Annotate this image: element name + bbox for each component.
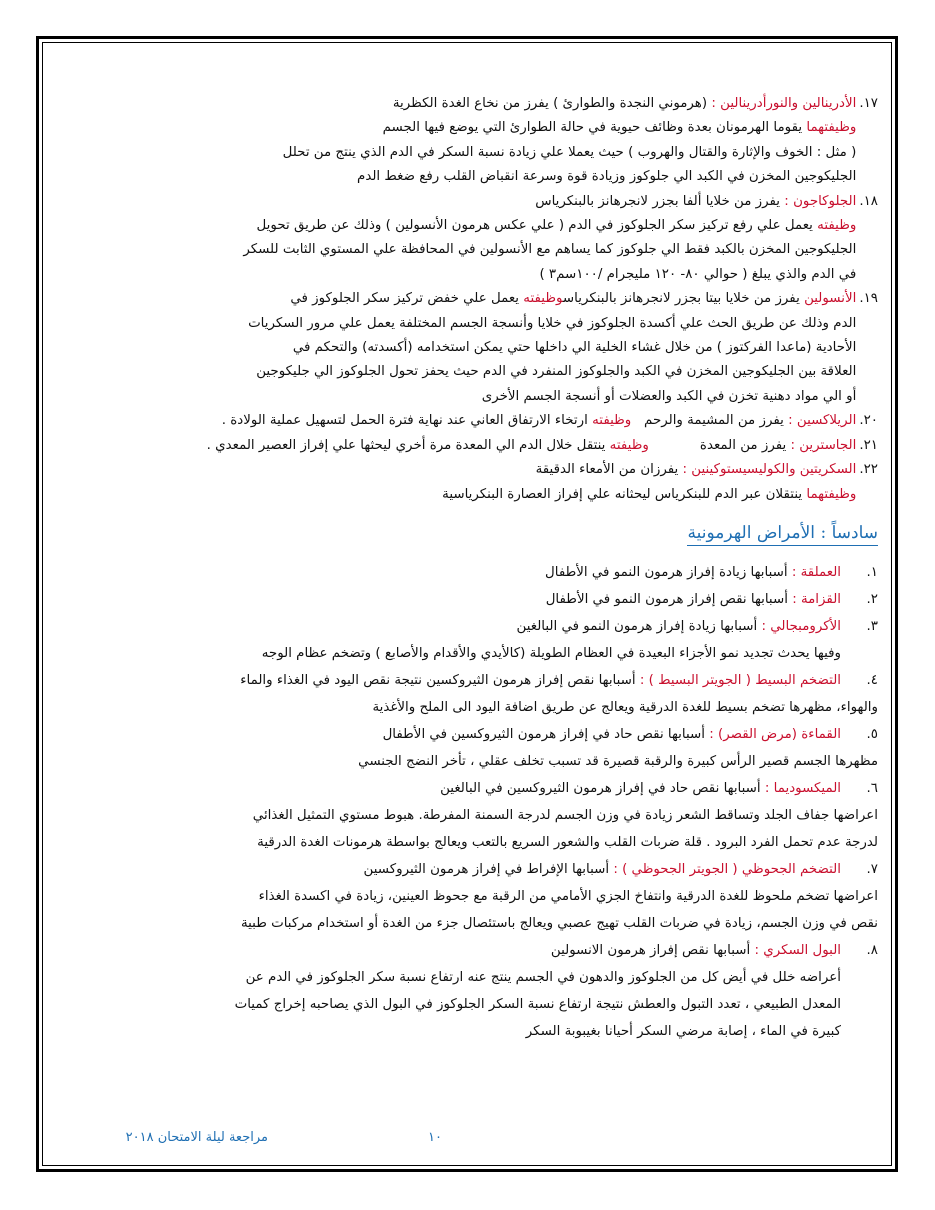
function-text: ( مثل : الخوف والإثارة والقتال والهروب ) حيث يعملا علي زيادة نسبة السكر في الدم الذي ينتج من تحلل [282,144,857,160]
function-label: وظيفته [817,218,857,234]
disease-name: العملقة : [791,565,841,581]
function-text: في الدم والذي يبلغ ( حوالي ٨٠- ١٢٠ مليجرام /١٠٠سم٣ ) [539,266,857,282]
hormone-name: الجاسترين : [790,437,857,453]
hormone-name: الجلوكاجون : [784,193,857,209]
function-label: وظيفته [592,413,632,429]
hormone-name: الأنسولين [804,291,857,307]
disease-item-8-detail [60,964,878,1045]
disease-item-7 [60,856,878,883]
disease-item-5-detail [60,748,878,775]
hormone-source: يفرز من المعدة [699,437,787,453]
hormone-source: يفرز من المشيمة والرحم [644,413,784,429]
footer-title: مراجعة ليلة الامتحان ٢٠١٨ [125,1130,268,1145]
diseases-list [60,559,878,1045]
disease-item-5 [60,721,878,748]
function-text: يعمل علي رفع تركيز سكر الجلوكوز في الدم ( علي عكس هرمون الأنسولين ) وذلك عن طريق تحويل [256,218,813,234]
function-text: ينتقل خلال الدم الي المعدة مرة أخري ليحثها علي إفراز العصير المعدي . [206,437,606,453]
item-number: ١. [866,565,878,581]
disease-item-3-detail [60,640,878,667]
function-text: الجليكوجين المخزن بالكبد فقط الي جلوكوز كما يساهم مع الأنسولين في المحافظة علي المستوي الثابت للسكر [243,242,857,258]
page-number: ١٠ [428,1130,442,1145]
disease-detail: مظهرها الجسم قصير الرأس كبيرة والرقبة قصيرة قد تسبب تخلف عقلي ، تأخر النضج الجنسي [358,754,878,770]
disease-name: البول السكري : [754,943,841,959]
hormone-source: (هرموني النجدة والطوارئ ) يفرز من نخاع الغدة الكظرية [392,96,708,111]
disease-detail: أعراضه خلل في أيض كل من الجلوكوز والدهون في الجسم ينتج عنه ارتفاع نسبة سكر الجلوكوز في الدم عن [245,970,841,986]
disease-cause: أسبابها نقص حاد في إفراز هرمون الثيروكسين في البالغين [440,781,761,797]
disease-cause: أسبابها الإفراط في إفراز هرمون الثيروكسين [363,862,610,878]
hormone-item-19 [60,287,878,409]
disease-detail: المعدل الطبيعي ، تعدد التبول والعطش نتيجة ارتفاع نسبة السكر الجلوكوز في البول الذي يصاحبه إخراج كميات [234,997,841,1013]
disease-name: الميكسوديما : [764,781,841,797]
hormone-source: يفرز من خلايا ألفا بجزر لانجرهانز بالبنكرياس [535,193,781,209]
section-heading-text: سادساً : الأمراض الهرمونية [687,523,878,546]
disease-detail: والهواء، مظهرها تضخم بسيط للغدة الدرقية ويعالج عن طريق اضافة اليود الى الملح والأغذية [372,700,878,716]
disease-name: الأكرومبجالي : [761,619,841,635]
item-number: ٦. [866,781,878,797]
hormone-item-18 [60,190,878,288]
disease-item-4 [60,667,878,694]
disease-detail: كبيرة في الماء ، إصابة مرضي السكر أحيانا بغيبوبة السكر [525,1024,841,1040]
disease-name: التضخم البسيط ( الجويتر البسيط ) : [639,673,841,689]
hormone-name: الريلاكسين : [788,413,857,429]
disease-name: التضخم الجحوظي ( الجويتر الجحوظي ) : [613,862,841,878]
hormone-item-17 [60,92,878,190]
disease-cause: أسبابها نقص إفراز هرمون الثيروكسين نتيجة نقص اليود في الغذاء والماء [240,673,636,689]
hormone-item-22 [60,458,878,507]
disease-detail: اعراضها جفاف الجلد وتساقط الشعر زيادة في وزن الجسم لدرجة السمنة المفرطة. هبوط مستوي التمثيل الغذائي [252,808,878,824]
section-heading [60,521,878,547]
item-number: ٥. [866,727,878,743]
function-label: وظيفته [609,437,649,453]
disease-item-8 [60,937,878,964]
disease-cause: أسبابها زيادة إفراز هرمون النمو في الأطفال [545,565,788,581]
item-number: ١٨. [859,193,878,209]
item-number: ٧. [866,862,878,878]
disease-item-3 [60,613,878,640]
disease-item-6 [60,775,878,802]
disease-item-2 [60,586,878,613]
disease-cause: أسبابها نقص حاد في إفراز هرمون الثيروكسين في الأطفال [382,727,705,743]
function-label: وظيفتهما [806,120,857,136]
disease-item-4-detail [60,694,878,721]
disease-detail: اعراضها تضخم ملحوظ للغدة الدرقية وانتفاخ الجزي الأمامي من الرقبة مع جحوظ العينين، زيادة في اكسدة الغذاء [258,889,878,905]
hormone-name: السكريتين والكوليسيستوكينين : [682,462,857,478]
function-text: الدم وذلك عن طريق الحث علي أكسدة الجلوكوز في خلايا وأنسجة الجسم المختلفة يعمل علي مرور السكريات [248,315,857,331]
item-number: ٢١. [859,437,878,453]
function-text: العلاقة بين الجليكوجين المخزن في الكبد والجلوكوز المنفرد في الدم حيث يحفز تحول الجلوكوز الي جليكوجين [256,364,857,380]
page-content [60,92,878,1045]
function-text: الأحادية (ماعدا الفركتوز ) من خلال غشاء الخلية الي داخلها حتي يمكن استخدامه (أكسدته) والتحكم في [292,340,857,356]
disease-name: القماءة (مرض القصر) : [709,727,841,743]
function-text: أو الي مواد دهنية تخزن في الكبد والعضلات أو أنسجة الجسم الأخرى [481,388,857,404]
hormone-name: الأدرينالين والنورأدرينالين : [711,96,857,111]
function-label: وظيفتهما [806,486,857,502]
disease-item-7-detail [60,883,878,937]
item-number: ٤. [866,673,878,689]
disease-name: القزامة : [792,592,841,608]
disease-detail: نقص في وزن الجسم، زيادة في ضربات القلب تهيج عصبي ويعالج باستئصال جزء من الغدة أو استخدام مركبات طبية [240,916,878,932]
disease-detail: لدرجة عدم تحمل الفرد البرود . قلة ضربات القلب والشعور السريع بالتعب ويعالج بواسطة هرمونات الغدة الدرقية [257,835,878,851]
function-text: ارتخاء الارتفاق العاني عند نهاية فترة الحمل لتسهيل عملية الولادة . [221,413,588,429]
disease-detail: وفيها يحدث تجديد نمو الأجزاء البعيدة في العظام الطويلة (كالأيدي والأقدام والأصابع ) وتضخم عظام الوجه [261,646,841,662]
hormone-source: يفرز من خلايا بيتا بجزر لانجرهانز بالبنكرياس [562,291,800,307]
item-number: ٣. [866,619,878,635]
function-text: ينتقلان عبر الدم للبنكرياس ليحثانه علي إفراز العصارة البنكرياسية [442,486,803,502]
hormone-source: يفرزان من الأمعاء الدقيقة [535,462,679,478]
disease-item-1 [60,559,878,586]
function-label: وظيفته [523,291,563,307]
disease-cause: أسبابها زيادة إفراز هرمون النمو في البالغين [516,619,758,635]
disease-cause: أسبابها نقص إفراز هرمون الانسولين [550,943,751,959]
item-number: ٢٠. [859,413,878,429]
item-number: ١٧. [859,96,878,111]
hormone-item-21 [60,434,878,458]
item-number: ١٩. [859,291,878,307]
disease-cause: أسبابها نقص إفراز هرمون النمو في الأطفال [545,592,788,608]
hormone-item-20 [60,409,878,433]
function-text: الجليكوجين المخزن في الكبد الي جلوكوز وزيادة قوة وسرعة انقباض القلب رفع ضغط الدم [357,169,857,185]
disease-item-6-detail [60,802,878,856]
item-number: ٢٢. [859,462,878,478]
item-number: ٢. [866,592,878,608]
function-text: يقوما الهرمونان بعدة وظائف حيوية في حالة الطوارئ التي يوضع فيها الجسم [382,120,803,136]
function-text: يعمل علي خفض تركيز سكر الجلوكوز في [290,291,520,307]
item-number: ٨. [866,943,878,959]
